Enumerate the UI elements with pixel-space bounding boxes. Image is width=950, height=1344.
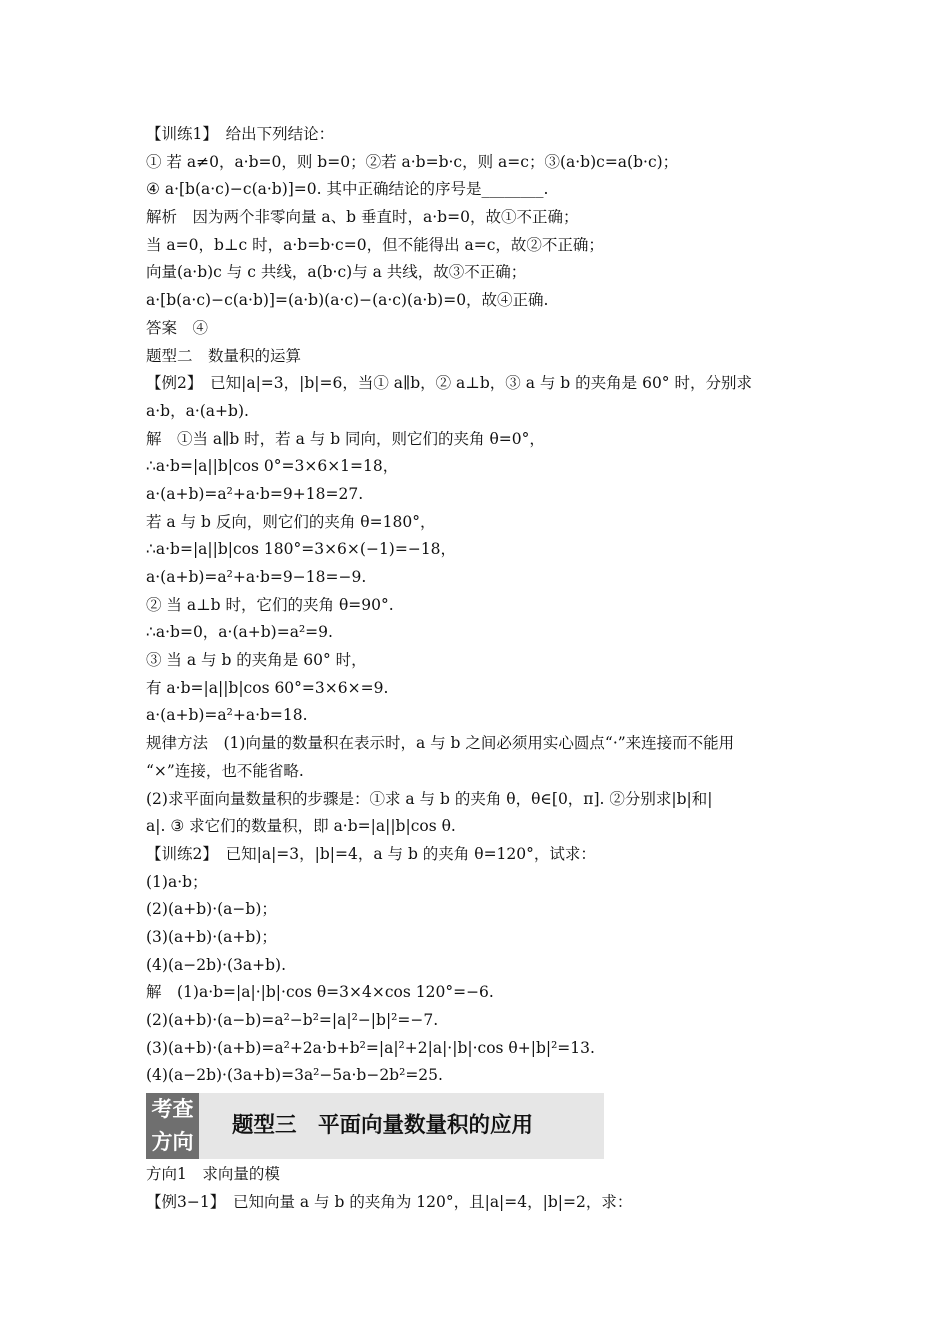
section-tag-line1: 考查	[151, 1097, 194, 1122]
text-line: (2)求平面向量数量积的步骤是：①求 a 与 b 的夹角 θ，θ∈[0，π]. ②分别求|b|和|	[146, 789, 713, 808]
text-line: 【例2】 已知|a|=3，|b|=6，当① a∥b，② a⊥b，③ a 与 b 的夹角是 60° 时，分别求	[146, 374, 752, 393]
text-line: a|. ③ 求它们的数量积，即 a·b=|a||b|cos θ.	[146, 817, 456, 836]
text-line: (3)(a+b)·(a+b)；	[146, 927, 277, 946]
text-line: 解析 因为两个非零向量 a、b 垂直时，a·b=0，故①不正确；	[146, 208, 579, 227]
text-block-upper	[146, 121, 826, 1090]
text-line: 解 ①当 a∥b 时，若 a 与 b 同向，则它们的夹角 θ=0°，	[146, 429, 545, 448]
text-line: “×”连接，也不能省略.	[146, 761, 304, 780]
text-line: 当 a=0，b⊥c 时，a·b=b·c=0，但不能得出 a=c，故②不正确；	[146, 235, 604, 254]
text-line: ∴a·b=0，a·(a+b)=a²=9.	[146, 623, 333, 642]
text-line: 题型二 数量积的运算	[146, 346, 302, 365]
text-line: (3)(a+b)·(a+b)=a²+2a·b+b²=|a|²+2|a|·|b|·cos θ+|b|²=13.	[146, 1038, 595, 1057]
text-line: 【训练1】 给出下列结论：	[146, 125, 335, 143]
text-line: 向量(a·b)c 与 c 共线，a(b·c)与 a 共线，故③不正确；	[146, 263, 527, 282]
text-block-lower	[146, 1161, 826, 1216]
text-line: a·[b(a·c)−c(a·b)]=(a·b)(a·c)−(a·c)(a·b)=0，故④正确.	[146, 291, 549, 310]
text-line: ① 若 a≠0，a·b=0，则 b=0；②若 a·b=b·c，则 a=c；③(a·b)c=a(b·c)；	[146, 152, 679, 171]
text-line: (1)a·b；	[146, 872, 208, 891]
text-line: 有 a·b=|a||b|cos 60°=3×6×=9.	[146, 678, 389, 697]
text-line: a·(a+b)=a²+a·b=18.	[146, 706, 308, 725]
document-body	[146, 121, 826, 1216]
section-title: 题型三 平面向量数量积的应用	[232, 1113, 534, 1139]
text-line: 【例3−1】 已知向量 a 与 b 的夹角为 120°，且|a|=4，|b|=2，求：	[146, 1192, 633, 1211]
text-line: (2)(a+b)·(a−b)；	[146, 900, 277, 919]
text-line: (2)(a+b)·(a−b)=a²−b²=|a|²−|b|²=−7.	[146, 1011, 439, 1029]
text-line: 解 (1)a·b=|a|·|b|·cos θ=3×4×cos 120°=−6.	[146, 983, 494, 1002]
text-line: ∴a·b=|a||b|cos 0°=3×6×1=18，	[146, 457, 399, 476]
text-line: (4)(a−2b)·(3a+b)=3a²−5a·b−2b²=25.	[146, 1066, 443, 1085]
text-line: 答案 ④	[146, 318, 209, 337]
text-line: ④ a·[b(a·c)−c(a·b)]=0. 其中正确结论的序号是________.	[146, 180, 549, 199]
text-line: ∴a·b=|a||b|cos 180°=3×6×(−1)=−18，	[146, 540, 457, 559]
text-line: (4)(a−2b)·(3a+b).	[146, 955, 287, 974]
section-tag	[146, 1093, 199, 1159]
text-line: 方向1 求向量的模	[146, 1165, 280, 1184]
section-banner	[146, 1093, 604, 1159]
text-line: ② 当 a⊥b 时，它们的夹角 θ=90°.	[146, 595, 394, 614]
text-line: a·b，a·(a+b).	[146, 401, 249, 420]
section-tag-line2: 方向	[151, 1130, 194, 1155]
text-line: ③ 当 a 与 b 的夹角是 60° 时，	[146, 651, 367, 670]
text-line: 规律方法 (1)向量的数量积在表示时，a 与 b 之间必须用实心圆点“·”来连接而不能用	[146, 734, 735, 753]
text-line: 若 a 与 b 反向，则它们的夹角 θ=180°，	[146, 512, 436, 531]
text-line: a·(a+b)=a²+a·b=9−18=−9.	[146, 568, 367, 586]
text-line: 【训练2】 已知|a|=3，|b|=4，a 与 b 的夹角 θ=120°，试求：	[146, 844, 596, 863]
text-line: a·(a+b)=a²+a·b=9+18=27.	[146, 484, 364, 503]
